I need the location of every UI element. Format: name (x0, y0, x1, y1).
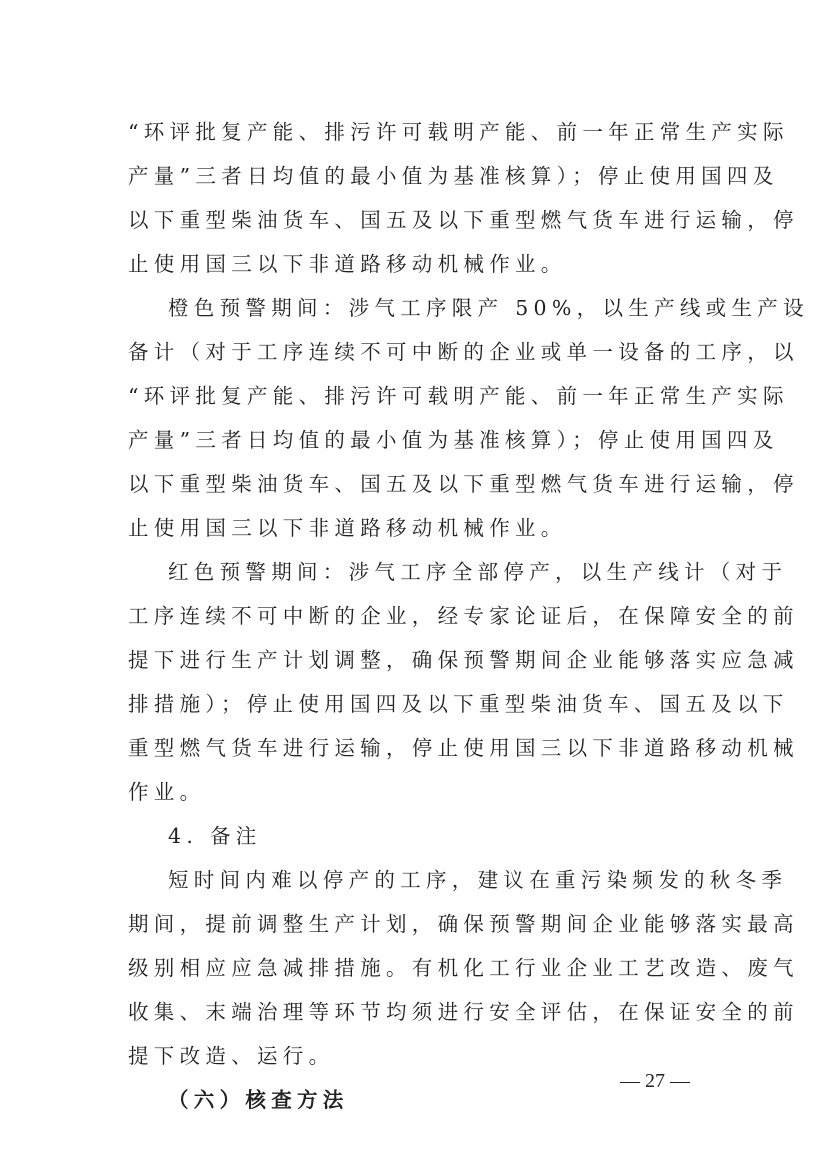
text-line: 工序连续不可中断的企业，经专家论证后，在保障安全的前 (128, 604, 799, 628)
paragraph-orange-warning: 橙色预警期间：涉气工序限产 50%，以生产线或生产设 (168, 296, 809, 320)
text-line: 期间，提前调整生产计划，确保预警期间企业能够落实最高 (128, 912, 799, 936)
text-line: 以下重型柴油货车、国五及以下重型燃气货车进行运输，停 (128, 208, 799, 232)
text-line: 备计（对于工序连续不可中断的企业或单一设备的工序，以 (128, 340, 799, 364)
body-text (128, 110, 809, 1122)
text-line: 止使用国三以下非道路移动机械作业。 (128, 516, 567, 540)
paragraph-red-warning: 红色预警期间：涉气工序全部停产，以生产线计（对于 (168, 560, 788, 584)
text-line: 作业。 (128, 780, 206, 804)
section-heading-remarks: 4. 备注 (168, 824, 262, 848)
section-heading-inspection-method: （六）核查方法 (168, 1088, 349, 1112)
text-line: “环评批复产能、排污许可载明产能、前一年正常生产实际 (128, 120, 789, 144)
text-line: “环评批复产能、排污许可载明产能、前一年正常生产实际 (128, 384, 789, 408)
text-line: 产量”三者日均值的最小值为基准核算）；停止使用国四及 (128, 428, 779, 452)
text-line: 产量”三者日均值的最小值为基准核算）；停止使用国四及 (128, 164, 779, 188)
text-line: 收集、末端治理等环节均须进行安全评估，在保证安全的前 (128, 1000, 799, 1024)
page-number: — 27 — (620, 1070, 690, 1092)
paragraph-remarks: 短时间内难以停产的工序，建议在重污染频发的秋冬季 (168, 868, 788, 892)
text-line: 排措施）；停止使用国四及以下重型柴油货车、国五及以下 (128, 692, 789, 716)
text-line: 级别相应应急减排措施。有机化工行业企业工艺改造、废气 (128, 956, 799, 980)
text-line: 提下改造、运行。 (128, 1044, 335, 1068)
text-line: 重型燃气货车进行运输，停止使用国三以下非道路移动机械 (128, 736, 799, 760)
text-line: 提下进行生产计划调整，确保预警期间企业能够落实应急减 (128, 648, 799, 672)
text-line: 以下重型柴油货车、国五及以下重型燃气货车进行运输，停 (128, 472, 799, 496)
text-line: 止使用国三以下非道路移动机械作业。 (128, 252, 567, 276)
